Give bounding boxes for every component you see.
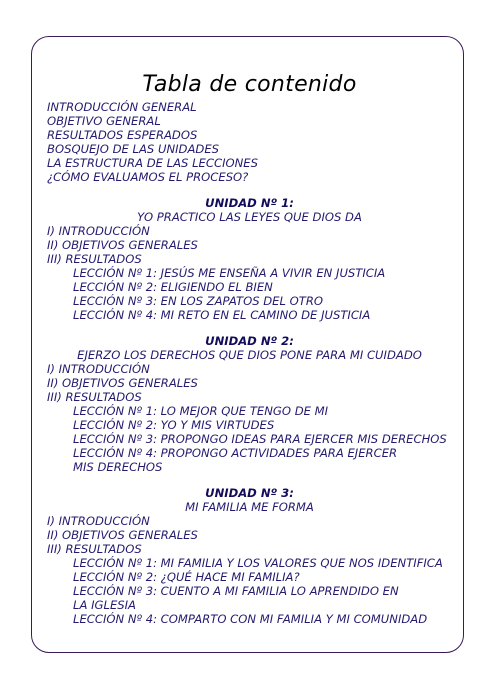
unit-subtitle: EJERZO LOS DERECHOS QUE DIOS PONE PARA MI CUIDADO — [77, 348, 422, 362]
section-item: III) RESULTADOS — [47, 252, 142, 266]
toc-item: BOSQUEJO DE LAS UNIDADES — [47, 142, 220, 156]
lesson-item: LECCIÓN Nº 4: MI RETO EN EL CAMINO DE JUSTICIA — [73, 308, 371, 322]
lesson-item: LECCIÓN Nº 2: ¿QUÉ HACE MI FAMILIA? — [73, 570, 300, 584]
unit-subtitle: YO PRACTICO LAS LEYES QUE DIOS DA — [137, 210, 362, 224]
toc-item: LA ESTRUCTURA DE LAS LECCIONES — [47, 156, 258, 170]
unit-heading: UNIDAD Nº 2: — [205, 334, 294, 348]
section-item: III) RESULTADOS — [47, 542, 142, 556]
lesson-item: LECCIÓN Nº 3: EN LOS ZAPATOS DEL OTRO — [73, 294, 324, 308]
section-item: III) RESULTADOS — [47, 390, 142, 404]
section-item: I) INTRODUCCIÓN — [47, 362, 150, 376]
toc-item: ¿CÓMO EVALUAMOS EL PROCESO? — [47, 170, 249, 184]
section-item: II) OBJETIVOS GENERALES — [47, 528, 198, 542]
section-item: II) OBJETIVOS GENERALES — [47, 238, 198, 252]
unit-subtitle: MI FAMILIA ME FORMA — [185, 500, 314, 514]
toc-item: OBJETIVO GENERAL — [47, 114, 161, 128]
lesson-item: LECCIÓN Nº 4: COMPARTO CON MI FAMILIA Y MI COMUNIDAD — [73, 612, 428, 626]
lesson-item: LECCIÓN Nº 4: PROPONGO ACTIVIDADES PARA EJERCER MIS DERECHOS — [73, 446, 398, 474]
toc-item: RESULTADOS ESPERADOS — [47, 128, 198, 142]
lesson-item: LECCIÓN Nº 1: LO MEJOR QUE TENGO DE MI — [73, 404, 329, 418]
section-item: I) INTRODUCCIÓN — [47, 514, 150, 528]
section-item: II) OBJETIVOS GENERALES — [47, 376, 198, 390]
unit-heading: UNIDAD Nº 1: — [205, 196, 294, 210]
lesson-item: LECCIÓN Nº 2: YO Y MIS VIRTUDES — [73, 418, 275, 432]
lesson-item: LECCIÓN Nº 1: MI FAMILIA Y LOS VALORES QUE NOS IDENTIFICA — [73, 556, 443, 570]
lesson-item: LECCIÓN Nº 1: JESÚS ME ENSEÑA A VIVIR EN JUSTICIA — [73, 266, 386, 280]
unit-heading: UNIDAD Nº 3: — [205, 486, 294, 500]
page-title: Tabla de contenido — [142, 72, 357, 97]
lesson-item: LECCIÓN Nº 2: ELIGIENDO EL BIEN — [73, 280, 273, 294]
lesson-item: LECCIÓN Nº 3: CUENTO A MI FAMILIA LO APRENDIDO EN LA IGLESIA — [73, 584, 399, 612]
toc-item: INTRODUCCIÓN GENERAL — [47, 100, 197, 114]
section-item: I) INTRODUCCIÓN — [47, 224, 150, 238]
lesson-item: LECCIÓN Nº 3: PROPONGO IDEAS PARA EJERCER MIS DERECHOS — [73, 432, 447, 446]
